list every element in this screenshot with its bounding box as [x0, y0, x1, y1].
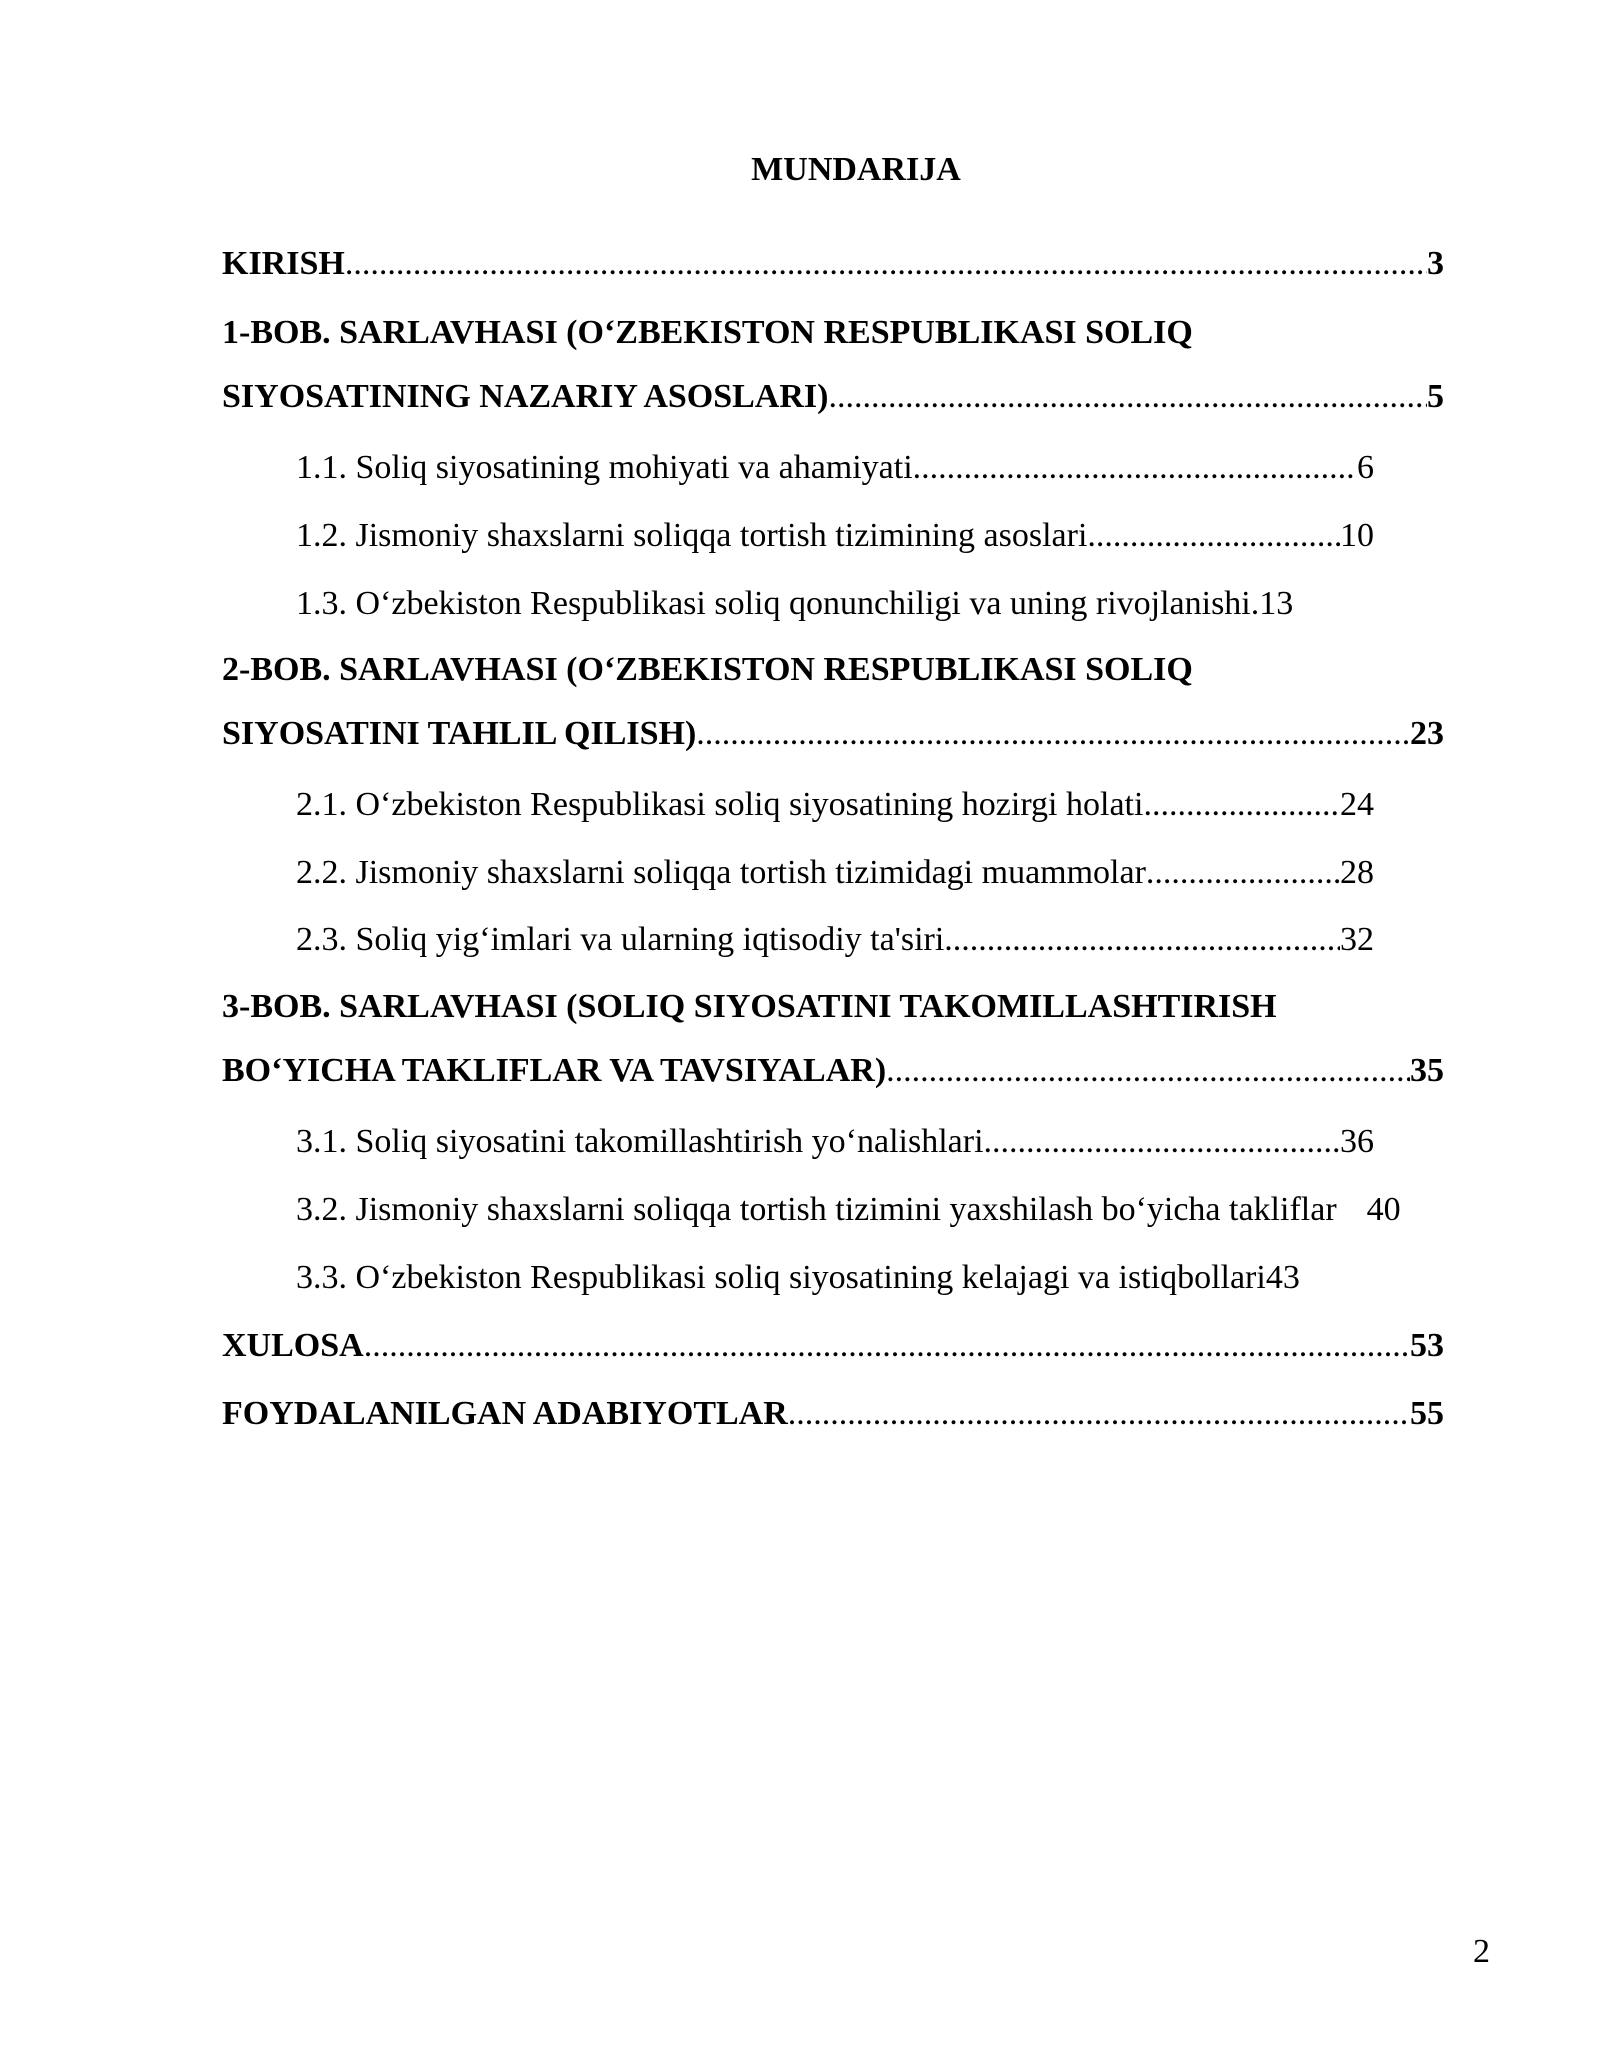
page-number: 2 — [1473, 1933, 1490, 1970]
toc-entry-section-3-1[interactable] — [296, 1118, 1374, 1166]
dot-leader — [828, 373, 1427, 421]
toc-entry-section-2-1[interactable] — [296, 781, 1374, 829]
dot-leader — [984, 1118, 1340, 1166]
dot-leader — [1087, 512, 1340, 560]
toc-entry-title-line1: 2-BOB. SARLAVHASI (O‘ZBEKISTON RESPUBLIKASI SOLIQ — [222, 651, 1193, 688]
toc-page-number: 24 — [1340, 786, 1374, 823]
dot-leader — [345, 240, 1427, 288]
dot-leader — [788, 1390, 1410, 1438]
toc-entry-title-line2: BO‘YICHA TAKLIFLAR VA TAVSIYALAR) — [222, 1052, 887, 1089]
toc-entry-xulosa[interactable] — [222, 1322, 1444, 1370]
toc-entry-chapter-3[interactable] — [222, 983, 1444, 1095]
toc-page-number: 35 — [1410, 1052, 1444, 1089]
toc-page-number: 40 — [1366, 1191, 1401, 1228]
toc-page-number: 36 — [1340, 1123, 1374, 1160]
dot-leader — [1146, 849, 1340, 897]
toc-page-number: 28 — [1340, 854, 1374, 891]
dot-leader — [364, 1322, 1410, 1370]
toc-entry-section-1-3[interactable] — [296, 580, 1416, 628]
toc-entry-title: KIRISH — [222, 245, 345, 282]
toc-page-number: 23 — [1410, 715, 1444, 752]
toc-entry-section-2-3[interactable] — [296, 916, 1374, 964]
toc-page-number: 32 — [1340, 921, 1374, 958]
toc-page-number: 13 — [1259, 585, 1294, 622]
dot-leader — [944, 916, 1340, 964]
toc-page-number: 5 — [1427, 378, 1444, 415]
dot-leader — [913, 444, 1357, 492]
toc-entry-title: 1.2. Jismoniy shaxslarni soliqqa tortish tizimining asoslari — [296, 517, 1088, 554]
toc-entry-section-1-2[interactable] — [296, 512, 1374, 560]
toc-entry-title: 3.1. Soliq siyosatini takomillashtirish yo‘nalishlari — [296, 1123, 984, 1160]
toc-page-number: 55 — [1410, 1395, 1444, 1432]
toc-entry-section-2-2[interactable] — [296, 849, 1374, 897]
toc-page-number: 10 — [1340, 517, 1374, 554]
toc-entry-section-3-3[interactable] — [296, 1254, 1436, 1302]
page-title: MUNDARIJA — [751, 151, 961, 188]
toc-entry-section-1-1[interactable] — [296, 444, 1374, 492]
toc-entry-title-line2: SIYOSATINING NAZARIY ASOSLARI) — [222, 378, 829, 415]
toc-entry-title-line1: 3-BOB. SARLAVHASI (SOLIQ SIYOSATINI TAKOMILLASHTIRISH — [222, 988, 1277, 1025]
toc-entry-adabiyotlar[interactable] — [222, 1390, 1444, 1438]
toc-entry-kirish[interactable] — [222, 240, 1444, 288]
toc-entry-title: 3.3. O‘zbekiston Respublikasi soliq siyosatining kelajagi va istiqbollari — [296, 1259, 1266, 1296]
toc-entry-title: FOYDALANILGAN ADABIYOTLAR — [222, 1395, 788, 1432]
toc-entry-title: 1.3. O‘zbekiston Respublikasi soliq qonunchiligi va uning rivojlanishi. — [296, 585, 1260, 622]
toc-entry-section-3-2[interactable] — [296, 1186, 1486, 1234]
toc-entry-title: 1.1. Soliq siyosatining mohiyati va ahamiyati — [296, 449, 913, 486]
toc-page-number: 43 — [1265, 1259, 1300, 1296]
toc-entry-title: 3.2. Jismoniy shaxslarni soliqqa tortish tizimini yaxshilash bo‘yicha takliflar — [296, 1191, 1337, 1228]
dot-leader — [886, 1047, 1410, 1095]
dot-leader — [696, 710, 1410, 758]
toc-entry-title: 2.1. O‘zbekiston Respublikasi soliq siyosatining hozirgi holati — [296, 786, 1144, 823]
toc-entry-title: 2.3. Soliq yig‘imlari va ularning iqtisodiy ta'siri — [296, 921, 945, 958]
toc-entry-chapter-1[interactable] — [222, 309, 1444, 421]
toc-entry-title: 2.2. Jismoniy shaxslarni soliqqa tortish tizimidagi muammolar — [296, 854, 1146, 891]
toc-entry-chapter-2[interactable] — [222, 646, 1444, 758]
toc-page-number: 6 — [1357, 449, 1374, 486]
toc-entry-title-line2: SIYOSATINI TAHLIL QILISH) — [222, 715, 697, 752]
toc-page-number: 3 — [1427, 245, 1444, 282]
toc-page-number: 53 — [1410, 1327, 1444, 1364]
toc-entry-title: XULOSA — [222, 1327, 364, 1364]
toc-entry-title-line1: 1-BOB. SARLAVHASI (O‘ZBEKISTON RESPUBLIKASI SOLIQ — [222, 314, 1193, 351]
dot-leader — [1143, 781, 1340, 829]
